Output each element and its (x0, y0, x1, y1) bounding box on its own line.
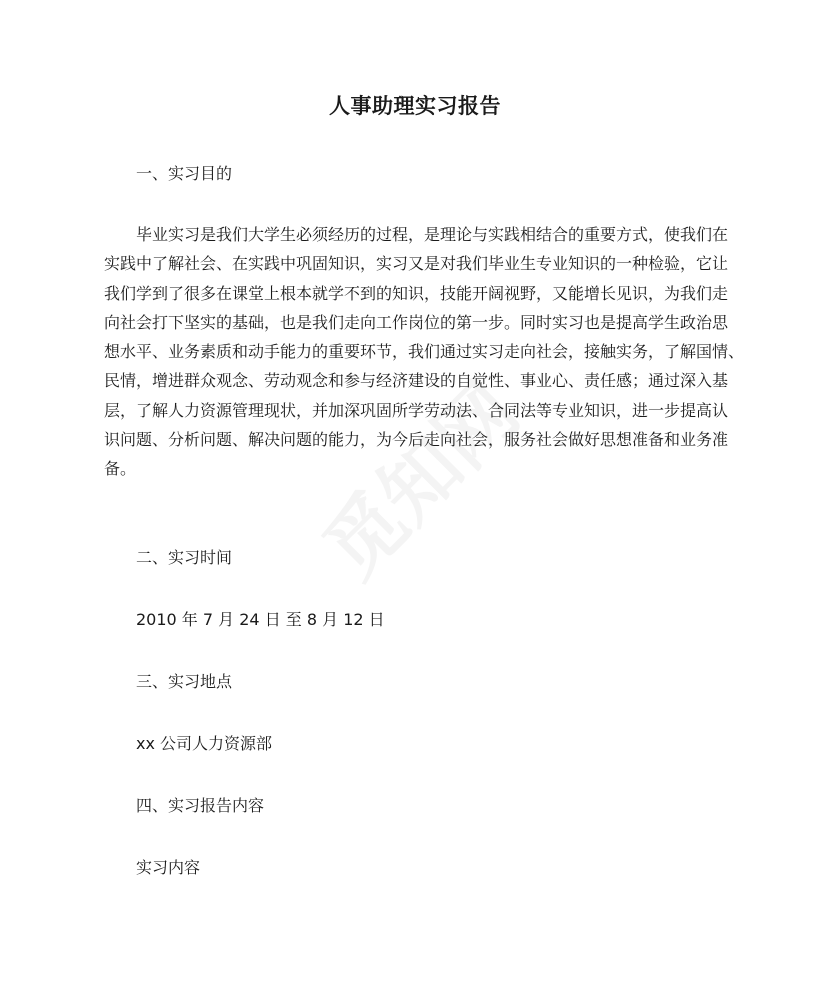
section-heading-place: 三、实习地点 (136, 672, 233, 691)
document-title: 人事助理实习报告 (329, 94, 501, 118)
paragraph-line: 实践中了解社会、在实践中巩固知识，实习又是对我们毕业生专业知识的一种检验，它让 (104, 254, 729, 274)
section-heading-time: 二、实习时间 (136, 548, 233, 567)
paragraph-line: 毕业实习是我们大学生必须经历的过程，是理论与实践相结合的重要方式，使我们在 (136, 225, 729, 244)
paragraph-line: 民情，增进群众观念、劳动观念和参与经济建设的自觉性、事业心、责任感；通过深入基 (104, 371, 729, 391)
paragraph-line: 层，了解人力资源管理现状，并加深巩固所学劳动法、合同法等专业知识，进一步提高认 (104, 400, 729, 420)
paragraph-line: 备。 (104, 459, 137, 479)
content-subheading: 实习内容 (136, 858, 201, 877)
paragraph-line: 想水平、业务素质和动手能力的重要环节，我们通过实习走向社会，接触实务，了解国情、 (104, 342, 745, 362)
section-heading-content: 四、实习报告内容 (136, 796, 265, 815)
paragraph-line: 我们学到了很多在课堂上根本就学不到的知识，技能开阔视野，又能增长见识，为我们走 (104, 283, 729, 303)
internship-dates: 2010 年 7 月 24 日 至 8 月 12 日 (136, 610, 385, 629)
section-heading-purpose: 一、实习目的 (136, 164, 233, 183)
paragraph-line: 识问题、分析问题、解决问题的能力，为今后走向社会，服务社会做好思想准备和业务准 (104, 430, 729, 450)
internship-place: xx 公司人力资源部 (136, 734, 273, 753)
purpose-paragraph (104, 220, 745, 484)
paragraph-line: 向社会打下坚实的基础，也是我们走向工作岗位的第一步。同时实习也是提高学生政治思 (104, 312, 729, 332)
